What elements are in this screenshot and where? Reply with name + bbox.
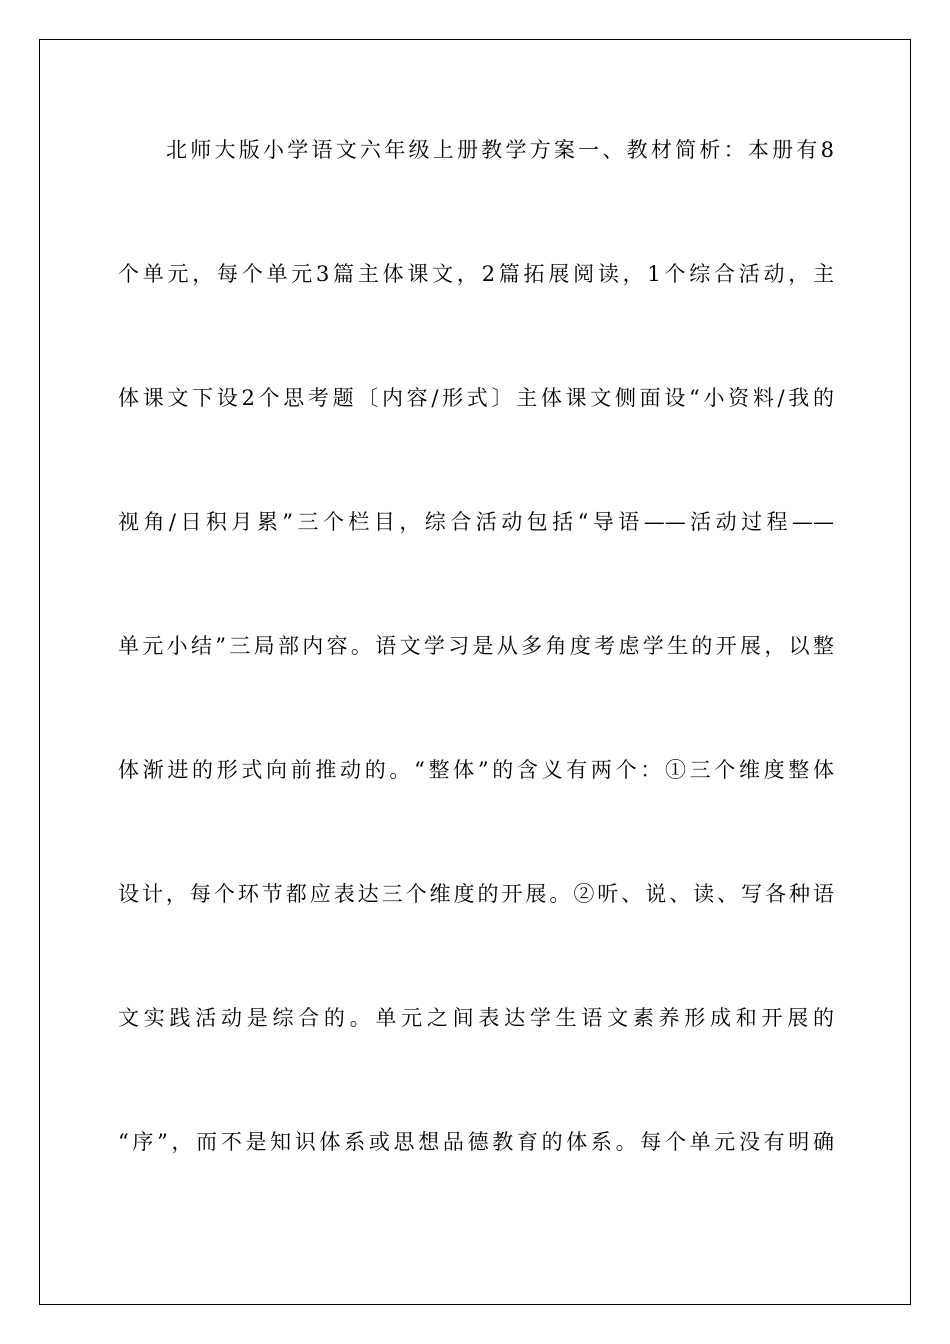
paragraph-line-1: 北师大版小学语文六年级上册教学方案一、教材简析：本册有8 <box>166 138 834 162</box>
page-border <box>39 39 911 1305</box>
paragraph-line-2: 个单元，每个单元3篇主体课文，2篇拓展阅读，1个综合活动，主 <box>118 262 834 286</box>
paragraph-line-6: 体渐进的形式向前推动的。“整体”的含义有两个：①三个维度整体 <box>118 758 834 782</box>
paragraph-line-5: 单元小结”三局部内容。语文学习是从多角度考虑学生的开展，以整 <box>118 634 834 658</box>
paragraph-line-9: “序”，而不是知识体系或思想品德教育的体系。每个单元没有明确 <box>118 1130 834 1154</box>
paragraph-line-8: 文实践活动是综合的。单元之间表达学生语文素养形成和开展的 <box>118 1006 834 1030</box>
paragraph-line-7: 设计，每个环节都应表达三个维度的开展。②听、说、读、写各种语 <box>118 882 834 906</box>
paragraph-line-4: 视角/日积月累”三个栏目，综合活动包括“导语——活动过程—— <box>118 510 834 534</box>
paragraph-line-3: 体课文下设2个思考题〔内容/形式〕主体课文侧面设“小资料/我的 <box>118 386 834 410</box>
